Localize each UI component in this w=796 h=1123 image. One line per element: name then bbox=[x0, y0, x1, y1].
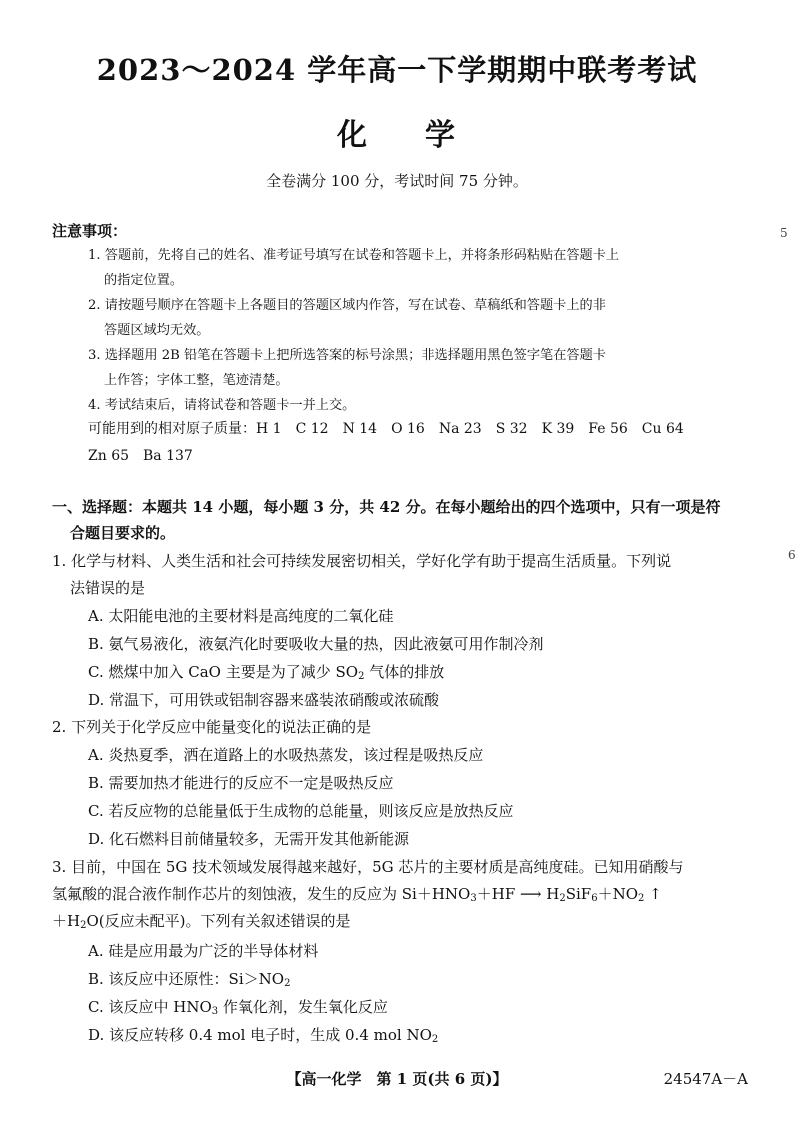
subscript: 2 bbox=[559, 893, 566, 904]
question-3-option-b bbox=[88, 966, 748, 993]
option-text: D. 该反应转移 0.4 mol 电子时，生成 0.4 mol NO bbox=[88, 1026, 432, 1044]
equation-part: SiF bbox=[565, 885, 592, 903]
stem-line: 3. 目前，中国在 5G 技术领域发展得越来越好，5G 芯片的主要材质是高纯度硅。已知用硝酸与 bbox=[52, 858, 684, 876]
note-text: 4. 考试结束后，请将试卷和答题卡一并上交。 bbox=[88, 398, 356, 413]
note-item-4 bbox=[88, 393, 738, 418]
subscript: 2 bbox=[358, 671, 365, 682]
equation-part: O(反应未配平)。下列有关叙述错误的是 bbox=[86, 912, 351, 930]
question-2-stem: 2. 下列关于化学反应中能量变化的说法正确的是 bbox=[52, 718, 372, 736]
stem-line: 1. 化学与材料、人类生活和社会可持续发展密切相关，学好化学有助于提高生活质量。下列说 bbox=[52, 552, 672, 570]
note-text: 2. 请按题号顺序在答题卡上各题目的答题区域内作答，写在试卷、草稿纸和答题卡上的非 bbox=[88, 298, 606, 313]
mass-value: H 1 bbox=[256, 421, 282, 437]
subject-char-1: 化 bbox=[337, 118, 369, 153]
option-text: C. 该反应中 HNO bbox=[88, 998, 212, 1016]
question-3-option-a: A. 硅是应用最为广泛的半导体材料 bbox=[88, 942, 319, 960]
equation-part: ＋NO bbox=[597, 885, 639, 903]
question-3-stem bbox=[52, 854, 752, 935]
question-3-option-d bbox=[88, 1022, 748, 1049]
note-item-3 bbox=[88, 343, 738, 393]
question-1-option-a: A. 太阳能电池的主要材料是高纯度的二氧化硅 bbox=[88, 607, 394, 625]
question-2-option-d: D. 化石燃料目前储量较多，无需开发其他新能源 bbox=[88, 830, 410, 848]
question-1-stem bbox=[52, 548, 752, 602]
page-footer: 【高一化学 第 1 页(共 6 页)】 bbox=[286, 1070, 508, 1088]
stem-line bbox=[52, 885, 662, 903]
equation-part: 氢氟酸的混合液作制作芯片的刻蚀液，发生的反应为 Si＋HNO bbox=[52, 885, 471, 903]
note-item-1 bbox=[88, 243, 738, 293]
paper-code: 24547A－A bbox=[663, 1070, 748, 1088]
mass-value: N 14 bbox=[342, 421, 378, 437]
mass-value: S 32 bbox=[495, 421, 528, 437]
mass-value: C 12 bbox=[295, 421, 329, 437]
subscript: 3 bbox=[470, 893, 477, 904]
option-text: B. 该反应中还原性：Si＞NO bbox=[88, 970, 285, 988]
note-item-2 bbox=[88, 293, 738, 343]
mass-value: Na 23 bbox=[438, 421, 482, 437]
stem-line: 法错误的是 bbox=[70, 579, 146, 597]
stem-line bbox=[52, 912, 350, 930]
mass-value: Cu 64 bbox=[641, 421, 684, 437]
subscript: 2 bbox=[80, 920, 87, 931]
question-2-option-b: B. 需要加热才能进行的反应不一定是吸热反应 bbox=[88, 774, 394, 792]
mass-value: K 39 bbox=[541, 421, 575, 437]
subscript: 2 bbox=[431, 1034, 439, 1045]
equation-part: ＋HF ⟶ H bbox=[476, 885, 560, 903]
margin-mark-5: 5 bbox=[780, 226, 788, 240]
exam-title: 2023～2024 学年高一下学期期中联考考试 bbox=[96, 53, 698, 87]
subscript: 2 bbox=[284, 978, 291, 989]
section-heading bbox=[52, 494, 752, 546]
section-line-2: 合题目要求的。 bbox=[70, 524, 176, 542]
score-line: 全卷满分 100 分，考试时间 75 分钟。 bbox=[266, 172, 528, 190]
question-3-option-c bbox=[88, 994, 748, 1021]
subscript: 3 bbox=[211, 1006, 219, 1017]
option-text: 作氧化剂，发生氧化反应 bbox=[218, 998, 388, 1016]
subject-char-2: 学 bbox=[425, 118, 457, 153]
mass-label: 可能用到的相对原子质量： bbox=[88, 421, 256, 437]
equation-part: ↑ bbox=[644, 885, 662, 903]
equation-part: ＋H bbox=[52, 912, 81, 930]
option-text: C. 燃煤中加入 CaO 主要是为了减少 SO bbox=[88, 663, 359, 681]
note-continuation: 答题区域均无效。 bbox=[104, 323, 210, 338]
question-2-option-c: C. 若反应物的总能量低于生成物的总能量，则该反应是放热反应 bbox=[88, 802, 514, 820]
mass-value: Fe 56 bbox=[588, 421, 628, 437]
note-text: 3. 选择题用 2B 铅笔在答题卡上把所选答案的标号涂黑；非选择题用黑色签字笔在答题卡 bbox=[88, 348, 606, 363]
mass-value: O 16 bbox=[391, 421, 425, 437]
subscript: 2 bbox=[638, 893, 645, 904]
note-continuation: 上作答；字体工整，笔迹清楚。 bbox=[104, 373, 289, 388]
option-text: 气体的排放 bbox=[364, 663, 445, 681]
mass-value: Zn 65 bbox=[88, 448, 130, 464]
section-line-1: 一、选择题：本题共 14 小题，每小题 3 分，共 42 分。在每小题给出的四个选项中，只有一项是符 bbox=[52, 498, 721, 516]
note-continuation: 的指定位置。 bbox=[104, 273, 184, 288]
atomic-masses bbox=[88, 416, 758, 470]
question-1-option-d: D. 常温下，可用铁或铝制容器来盛装浓硝酸或浓硫酸 bbox=[88, 691, 440, 709]
question-1-option-b: B. 氨气易液化，液氨汽化时要吸收大量的热，因此液氨可用作制冷剂 bbox=[88, 635, 544, 653]
margin-mark-6: 6 bbox=[788, 548, 796, 562]
note-text: 1. 答题前，先将自己的姓名、准考证号填写在试卷和答题卡上，并将条形码粘贴在答题卡上 bbox=[88, 248, 620, 263]
mass-value: Ba 137 bbox=[143, 448, 193, 464]
question-1-option-c bbox=[88, 659, 748, 686]
question-2-option-a: A. 炎热夏季，洒在道路上的水吸热蒸发，该过程是吸热反应 bbox=[88, 746, 484, 764]
subscript: 6 bbox=[591, 893, 598, 904]
notes-title: 注意事项： bbox=[52, 222, 128, 240]
subject-title bbox=[0, 110, 794, 154]
